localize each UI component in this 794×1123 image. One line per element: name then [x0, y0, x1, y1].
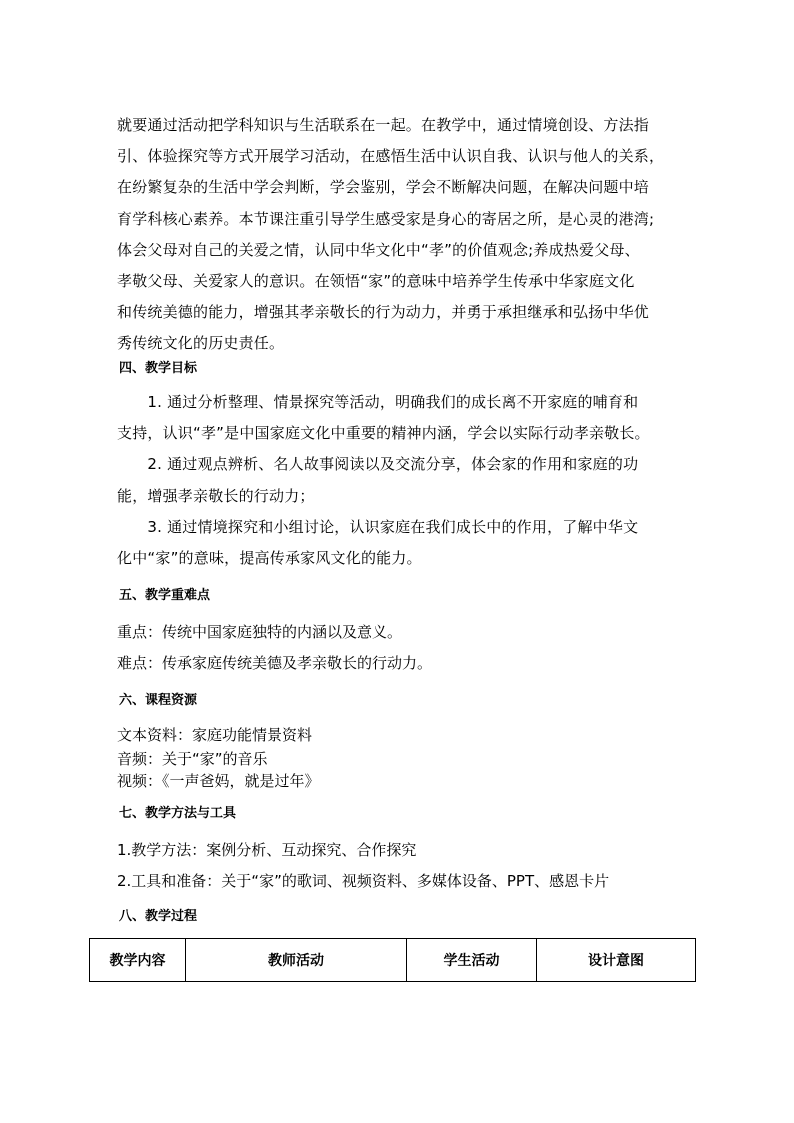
table-header-row — [90, 939, 696, 982]
table-header-cell: 教师活动 — [186, 939, 407, 982]
tools-text: 2.工具和准备：关于“家”的歌词、视频资料、多媒体设备、PPT、感恩卡片 — [117, 872, 610, 890]
table-header-cell: 设计意图 — [537, 939, 696, 982]
paragraph-line: 就要通过活动把学科知识与生活联系在一起。在教学中，通过情境创设、方法指 — [117, 116, 650, 134]
paragraph-line: 3. 通过情境探究和小组讨论，认识家庭在我们成长中的作用，了解中华文 — [117, 517, 639, 536]
resource-video: 视频：《一声爸妈，就是过年》 — [117, 772, 320, 790]
key-point-text: 重点：传统中国家庭独特的内涵以及意义。 — [117, 623, 403, 641]
paragraph-line: 能，增强孝亲敬长的行动力； — [117, 486, 315, 505]
section-heading-resources: 六、课程资源 — [119, 693, 198, 708]
paragraph-line: 化中“家”的意味，提高传承家风文化的能力。 — [117, 548, 422, 567]
paragraph-line: 2. 通过观点辨析、名人故事阅读以及交流分享，体会家的作用和家庭的功 — [117, 455, 639, 474]
table-header-cell: 学生活动 — [407, 939, 537, 982]
paragraph-line: 育学科核心素养。本节课注重引导学生感受家是身心的寄居之所，是心灵的港湾; — [117, 209, 655, 228]
resource-audio: 音频：关于“家”的音乐 — [117, 750, 268, 768]
intro-paragraph — [117, 110, 687, 360]
paragraph-line: 支持，认识“孝”是中国家庭文化中重要的精神内涵，学会以实际行动孝亲敬长。 — [117, 424, 650, 443]
process-table — [89, 938, 696, 982]
section-heading-process: 八、教学过程 — [119, 909, 198, 924]
paragraph-line: 1. 通过分析整理、情景探究等活动，明确我们的成长离不开家庭的哺育和 — [117, 393, 639, 411]
paragraph-line: 和传统美德的能力，增强其孝亲敬长的行为动力，并勇于承担继承和弘扬中华优 — [117, 303, 650, 322]
paragraph-line: 孝敬父母、关爱家人的意识。在领悟“家”的意味中培养学生传承中华家庭文化 — [117, 271, 635, 290]
paragraph-line: 引、体验探究等方式开展学习活动，在感悟生活中认识自我、认识与他人的关系， — [117, 147, 665, 166]
resource-text: 文本资料：家庭功能情景资料 — [117, 726, 313, 744]
section-heading-methods: 七、教学方法与工具 — [119, 806, 237, 821]
objectives-paragraph — [117, 387, 687, 574]
table-header-cell: 教学内容 — [90, 939, 186, 982]
paragraph-line: 体会父母对自己的关爱之情，认同中华文化中“孝”的价值观念;养成热爱父母、 — [117, 240, 640, 259]
difficult-point-text: 难点：传承家庭传统美德及孝亲敬长的行动力。 — [117, 654, 433, 672]
section-heading-objectives: 四、教学目标 — [119, 361, 198, 376]
paragraph-line: 秀传统文化的历史责任。 — [117, 334, 285, 353]
paragraph-line: 在纷繁复杂的生活中学会判断，学会鉴别，学会不断解决问题，在解决问题中培 — [117, 178, 650, 197]
method-text: 1.教学方法：案例分析、互动探究、合作探究 — [117, 841, 417, 859]
section-heading-key-points: 五、教学重难点 — [119, 588, 211, 603]
